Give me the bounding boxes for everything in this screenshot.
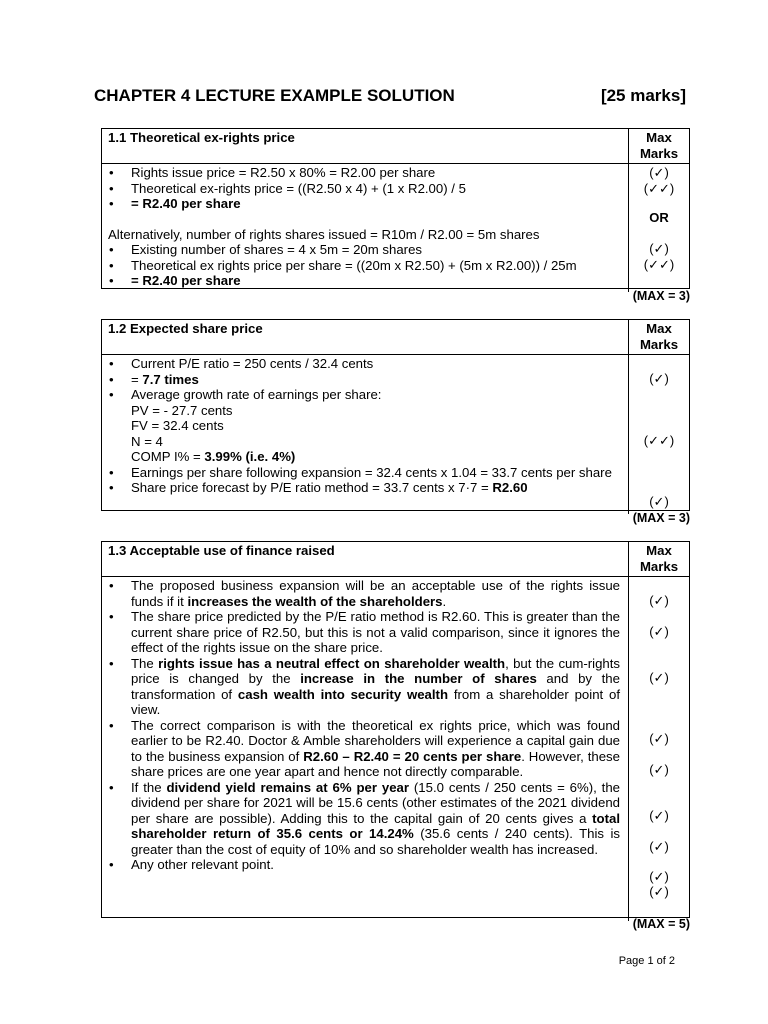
marks-column xyxy=(629,577,689,921)
tick-mark: (✓) xyxy=(649,593,669,608)
section-1-1-body xyxy=(102,164,689,292)
section-1-1-table xyxy=(101,128,690,289)
page-title xyxy=(94,86,686,106)
max-note: (MAX = 3) xyxy=(632,289,690,303)
list-item: • Share price forecast by P/E ratio method = 33.7 cents x 7·7 = R2.60 xyxy=(108,480,620,496)
tick-mark: (✓✓) xyxy=(643,181,675,196)
list-item: • Theoretical ex-rights price = ((R2.50 x 4) + (1 x R2.00) / 5 xyxy=(108,181,620,197)
section-content xyxy=(102,164,629,292)
section-heading: 1.3 Acceptable use of finance raised xyxy=(102,542,629,576)
marks-column xyxy=(629,355,689,514)
marks-column xyxy=(629,164,689,292)
tick-mark: (✓) xyxy=(649,670,669,685)
tick-mark: (✓) xyxy=(649,869,669,884)
max-note: (MAX = 3) xyxy=(632,511,690,525)
list-item: • Current P/E ratio = 250 cents / 32.4 cents xyxy=(108,356,620,372)
tick-mark: (✓) xyxy=(649,165,669,180)
max-marks-header: Max Marks xyxy=(639,321,679,352)
list-item: • The proposed business expansion will be an acceptable use of the rights issue funds if it increases the wealth of the shareholders. xyxy=(108,578,620,609)
tick-mark: (✓) xyxy=(649,762,669,777)
list-item: • The correct comparison is with the theoretical ex rights price, which was found earlier to be R2.40. Doctor & Amble shareholders will experience a capital gain due to the business expansion of R2.60 – R2.40 = 20 cents per share. However, these share prices are one year apart and hence not directly comparable. xyxy=(108,718,620,780)
alternative-text: Alternatively, number of rights shares issued = R10m / R2.00 = 5m shares xyxy=(108,226,540,242)
list-item: • Earnings per share following expansion = 32.4 cents x 1.04 = 33.7 cents per share xyxy=(108,465,620,481)
list-item: • Rights issue price = R2.50 x 80% = R2.00 per share xyxy=(108,165,620,181)
section-1-3-header xyxy=(102,542,689,577)
section-content xyxy=(102,355,629,514)
chapter-title: CHAPTER 4 LECTURE EXAMPLE SOLUTION xyxy=(94,86,455,105)
tick-mark: (✓✓) xyxy=(643,433,675,448)
tick-mark: (✓) xyxy=(649,808,669,823)
list-item: • = R2.40 per share xyxy=(108,273,620,289)
tick-mark: (✓✓) xyxy=(643,257,675,272)
or-label: OR xyxy=(649,210,669,225)
section-1-2-header xyxy=(102,320,689,355)
list-item: • The rights issue has a neutral effect on shareholder wealth, but the cum-rights price is changed by the increase in the number of shares and by the transformation of cash wealth into security wealth from a shareholder point of view. xyxy=(108,656,620,718)
section-1-2-body xyxy=(102,355,689,514)
tick-mark: (✓) xyxy=(649,371,669,386)
max-marks-header: Max Marks xyxy=(639,543,679,574)
list-item: • Theoretical ex rights price per share = ((20m x R2.50) + (5m x R2.00)) / 25m xyxy=(108,258,620,274)
list-item: • = 7.7 times xyxy=(108,372,620,388)
list-item: • The share price predicted by the P/E ratio method is R2.60. This is greater than the current share price of R2.50, but this is not a valid comparison, since it ignores the effect of the rights issue on the share price. xyxy=(108,609,620,656)
page-number: Page 1 of 2 xyxy=(618,955,675,967)
tick-mark: (✓) xyxy=(649,494,669,509)
list-item: • = R2.40 per share xyxy=(108,196,620,212)
tick-mark: (✓) xyxy=(649,624,669,639)
list-item: • Average growth rate of earnings per share: PV = - 27.7 cents FV = 32.4 cents N = 4 COMP I% = 3.99% (i.e. 4%) xyxy=(108,387,620,465)
tick-mark: (✓) xyxy=(649,241,669,256)
section-content xyxy=(102,577,629,921)
total-marks: [25 marks] xyxy=(600,86,686,105)
section-1-1-header xyxy=(102,129,689,164)
max-marks-header: Max Marks xyxy=(639,130,679,161)
list-item: • Any other relevant point. xyxy=(108,857,620,873)
section-heading: 1.2 Expected share price xyxy=(102,320,629,354)
section-1-3-table xyxy=(101,541,690,918)
tick-mark: (✓) xyxy=(649,731,669,746)
section-1-3-body xyxy=(102,577,689,921)
tick-mark: (✓) xyxy=(649,839,669,854)
list-item: • If the dividend yield remains at 6% per year (15.0 cents / 250 cents = 6%), the dividend per share for 2021 will be 15.6 cents (other estimates of the 2021 dividend per share are possible). Adding this to the capital gain of 20 cents gives a total shareholder return of 35.6 cents or 14.24% (35.6 cents / 240 cents). This is greater than the cost of equity of 10% and so shareholder wealth has increased. xyxy=(108,780,620,858)
tick-mark: (✓) xyxy=(649,884,669,899)
section-heading: 1.1 Theoretical ex-rights price xyxy=(102,129,629,163)
list-item: • Existing number of shares = 4 x 5m = 20m shares xyxy=(108,242,620,258)
max-note: (MAX = 5) xyxy=(632,917,690,931)
section-1-2-table xyxy=(101,319,690,511)
